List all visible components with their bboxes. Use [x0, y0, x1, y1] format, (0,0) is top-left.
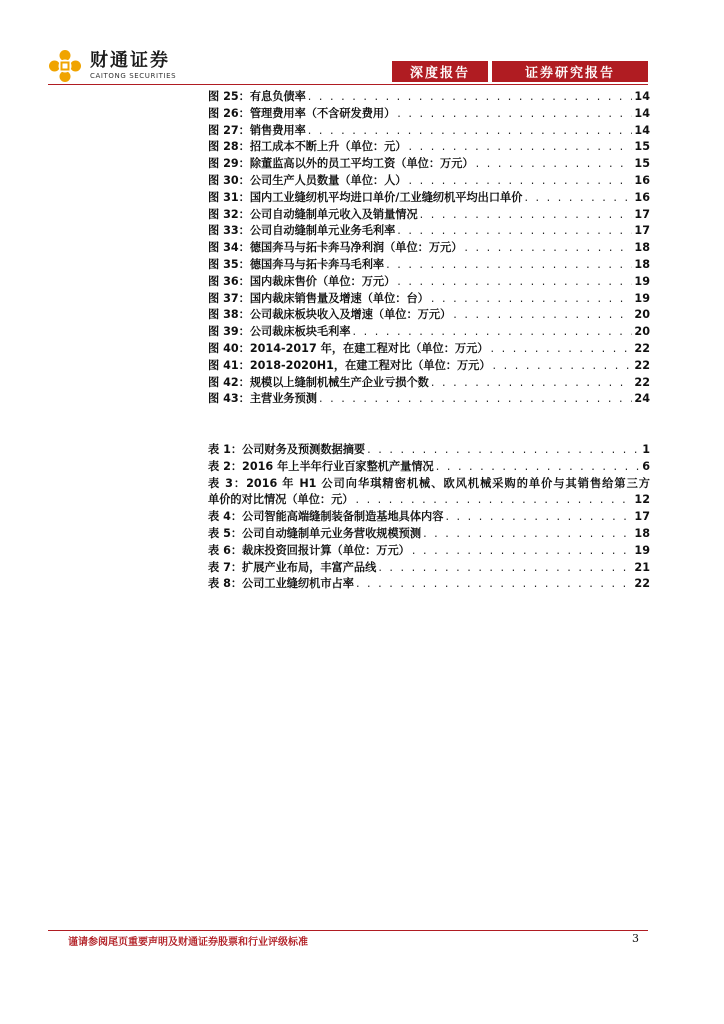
toc-entry[interactable]: 表 2：2016 年上半年行业百家整机产量情况 . . . 6 [208, 458, 650, 475]
toc-entry[interactable]: 表 5：公司自动缝制单元业务营收规模预测 . . . 18 [208, 525, 650, 542]
toc-entry[interactable]: 图 28：招工成本不断上升（单位：元） . . . 15 [208, 138, 650, 155]
toc-entry[interactable]: 表 8：公司工业缝纫机市占率 . . . 22 [208, 575, 650, 592]
caitong-logo-icon [48, 49, 82, 83]
report-type-tag: 深度报告 [392, 61, 488, 82]
toc-entry[interactable]: 图 42：规模以上缝制机械生产企业亏损个数 . . . 22 [208, 374, 650, 391]
toc-entry[interactable]: 图 25：有息负债率 . . . 14 [208, 88, 650, 105]
toc-entry[interactable]: 图 37：国内裁床销售量及增速（单位：台） . . . 19 [208, 290, 650, 307]
footer-divider [48, 930, 648, 931]
toc-entry[interactable]: 表 1：公司财务及预测数据摘要 . . . 1 [208, 441, 650, 458]
toc-entry[interactable]: 图 26：管理费用率（不含研发费用） . . . 14 [208, 105, 650, 122]
toc-entry[interactable]: 图 36：国内裁床售价（单位：万元） . . . 19 [208, 273, 650, 290]
toc-entry[interactable]: 表 4：公司智能高端缝制装备制造基地具体内容 . . . 17 [208, 508, 650, 525]
header-divider [48, 84, 648, 85]
toc-entry[interactable]: 表 6：裁床投资回报计算（单位：万元） . . . 19 [208, 542, 650, 559]
logo-chinese-name: 财通证券 [90, 50, 170, 71]
figure-list [208, 88, 650, 407]
header-tags [392, 61, 648, 82]
toc-entry[interactable]: 图 33：公司自动缝制单元业务毛利率 . . . 17 [208, 222, 650, 239]
disclaimer-note: 谨请参阅尾页重要声明及财通证券股票和行业评级标准 [68, 937, 308, 948]
toc-entry[interactable]: 图 43：主营业务预测 . . . 24 [208, 390, 650, 407]
toc-entry[interactable]: 图 35：德国奔马与拓卡奔马毛利率 . . . 18 [208, 256, 650, 273]
table-list [208, 441, 650, 592]
toc-entry-line-1[interactable]: 表 3：2016 年 H1 公司向华琪精密机械、欧风机械采购的单价与其销售给第三方 [208, 476, 650, 490]
toc-entry[interactable]: 图 32：公司自动缝制单元收入及销量情况 . . . 17 [208, 206, 650, 223]
toc-entry[interactable]: 图 27：销售费用率 . . . 14 [208, 122, 650, 139]
toc-entry[interactable]: 图 41：2018-2020H1，在建工程对比（单位：万元） . . . 22 [208, 357, 650, 374]
toc-entry[interactable]: 图 31：国内工业缝纫机平均进口单价/工业缝纫机平均出口单价 . . . 16 [208, 189, 650, 206]
toc-entry[interactable]: 表 7：扩展产业布局，丰富产品线 . . . 21 [208, 559, 650, 576]
toc-entry[interactable]: 图 40：2014-2017 年，在建工程对比（单位：万元） . . . 22 [208, 340, 650, 357]
company-logo [48, 48, 176, 84]
toc-entry[interactable]: 图 29：除董监高以外的员工平均工资（单位：万元） . . . 15 [208, 155, 650, 172]
page-number: 3 [632, 932, 639, 945]
toc-entry[interactable]: 图 38：公司裁床板块收入及增速（单位：万元） . . . 20 [208, 306, 650, 323]
toc-entry[interactable]: 图 30：公司生产人员数量（单位：人） . . . 16 [208, 172, 650, 189]
toc-entry[interactable]: 图 34：德国奔马与拓卡奔马净利润（单位：万元） . . . 18 [208, 239, 650, 256]
report-category-tag: 证券研究报告 [492, 61, 648, 82]
toc-entry-line-2[interactable]: 单价的对比情况（单位：元） . . . 12 [208, 491, 650, 508]
toc-entry[interactable]: 图 39：公司裁床板块毛利率 . . . 20 [208, 323, 650, 340]
logo-english-name: CAITONG SECURITIES [90, 72, 177, 80]
